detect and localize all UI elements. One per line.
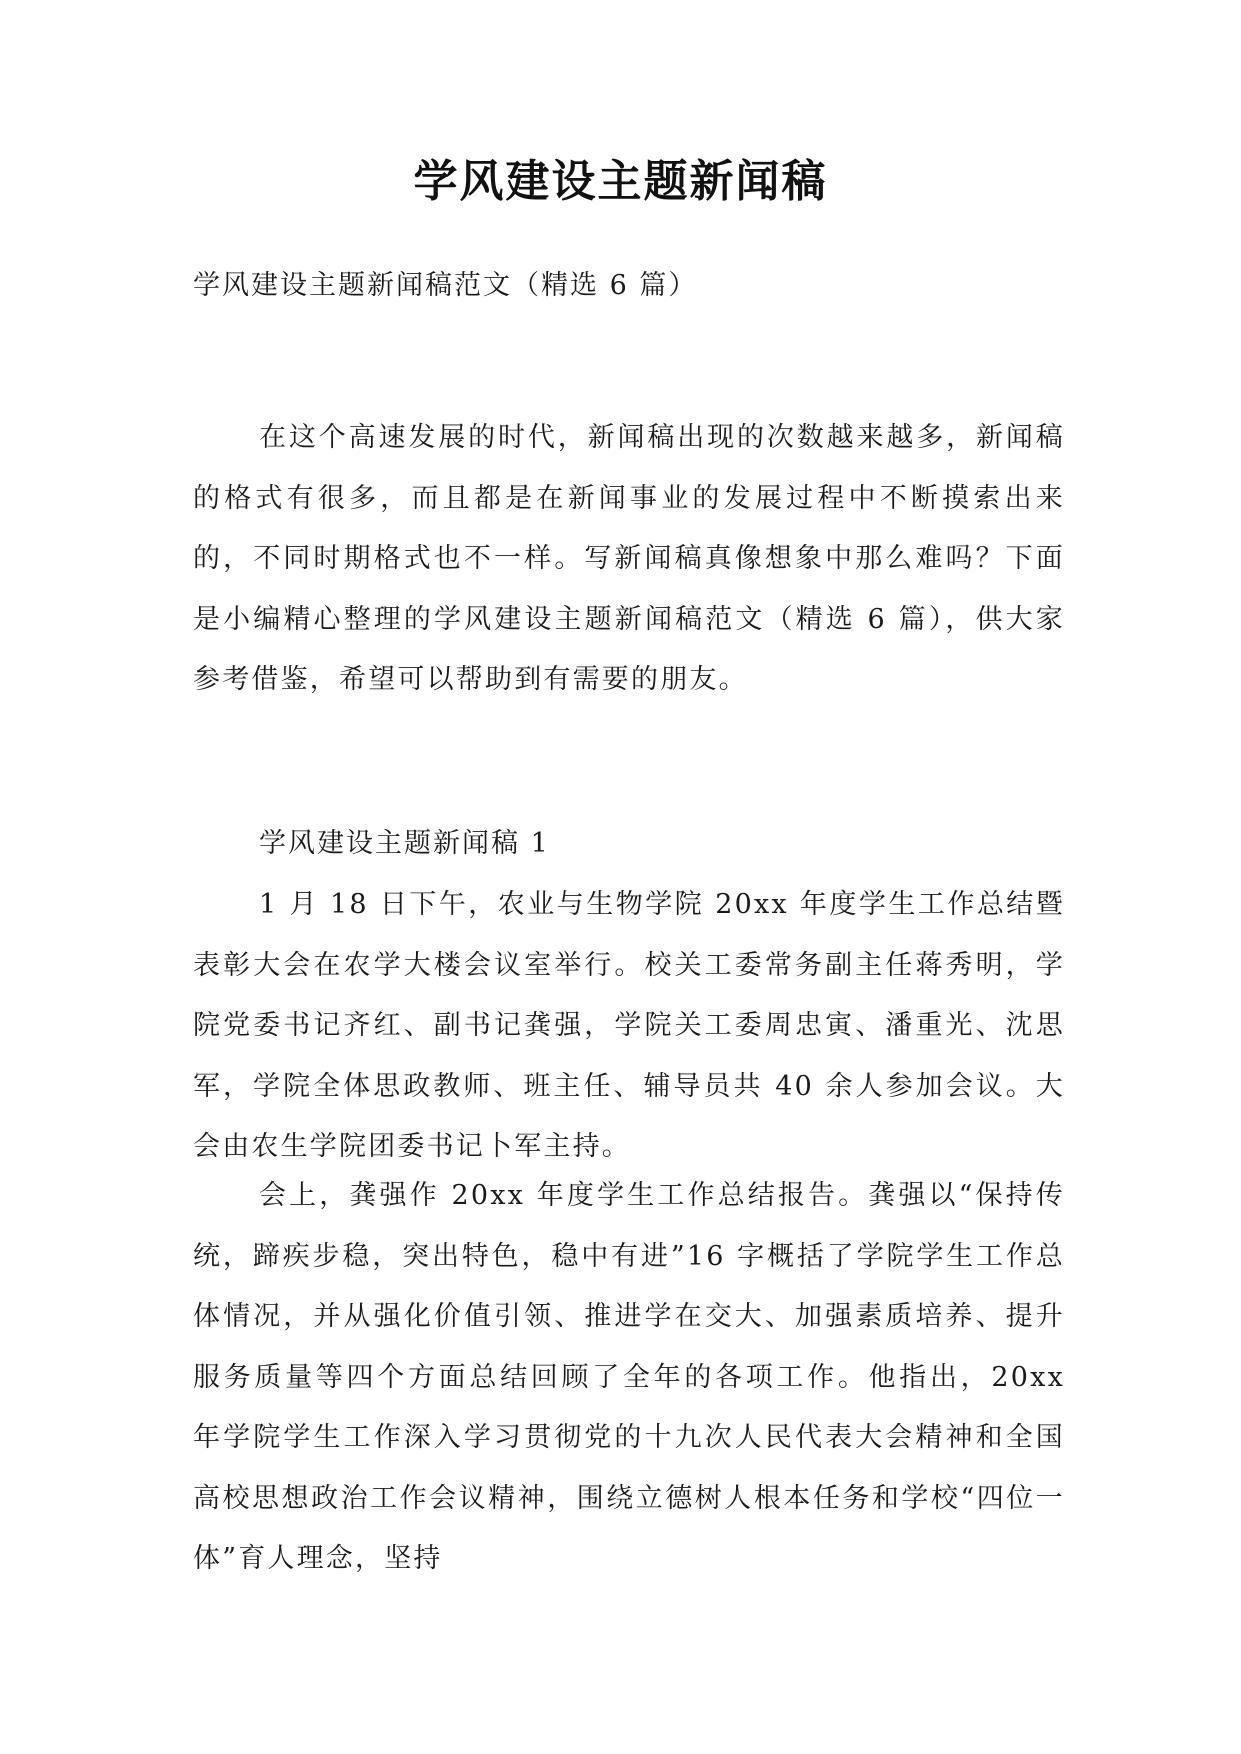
document-title: 学风建设主题新闻稿 [413,156,828,207]
section-heading: 学风建设主题新闻稿 1 [259,828,550,859]
document-subtitle: 学风建设主题新闻稿范文（精选 6 篇） [193,270,698,301]
body-paragraph-1: 1 月 18 日下午，农业与生物学院 20xx 年度学生工作总结暨表彰大会在农学大楼会议室举行。校关工委常务副主任蒋秀明，学院党委书记齐红、副书记龚强，学院关工委周忠寅、潘重光、沈思军，学院全体思政教师、班主任、辅导员共 40 余人参加会议。大会由农生学院团委书记卜军主持。 [193,889,1065,1162]
intro-paragraph: 在这个高速发展的时代，新闻稿出现的次数越来越多，新闻稿的格式有很多，而且都是在新闻事业的发展过程中不断摸索出来的，不同时期格式也不一样。写新闻稿真像想象中那么难吗？下面是小编精心整理的学风建设主题新闻稿范文（精选 6 篇），供大家参考借鉴，希望可以帮助到有需要的朋友。 [193,422,1065,695]
body-paragraph-2: 会上，龚强作 20xx 年度学生工作总结报告。龚强以“保持传统，蹄疾步稳，突出特色，稳中有进”16 字概括了学院学生工作总体情况，并从强化价值引领、推进学在交大、加强素质培养、提升服务质量等四个方面总结回顾了全年的各项工作。他指出，20xx 年学院学生工作深入学习贯彻党的十九次人民代表大会精神和全国高校思想政治工作会议精神，围绕立德树人根本任务和学校“四位一体”育人理念，坚持 [193,1180,1065,1574]
